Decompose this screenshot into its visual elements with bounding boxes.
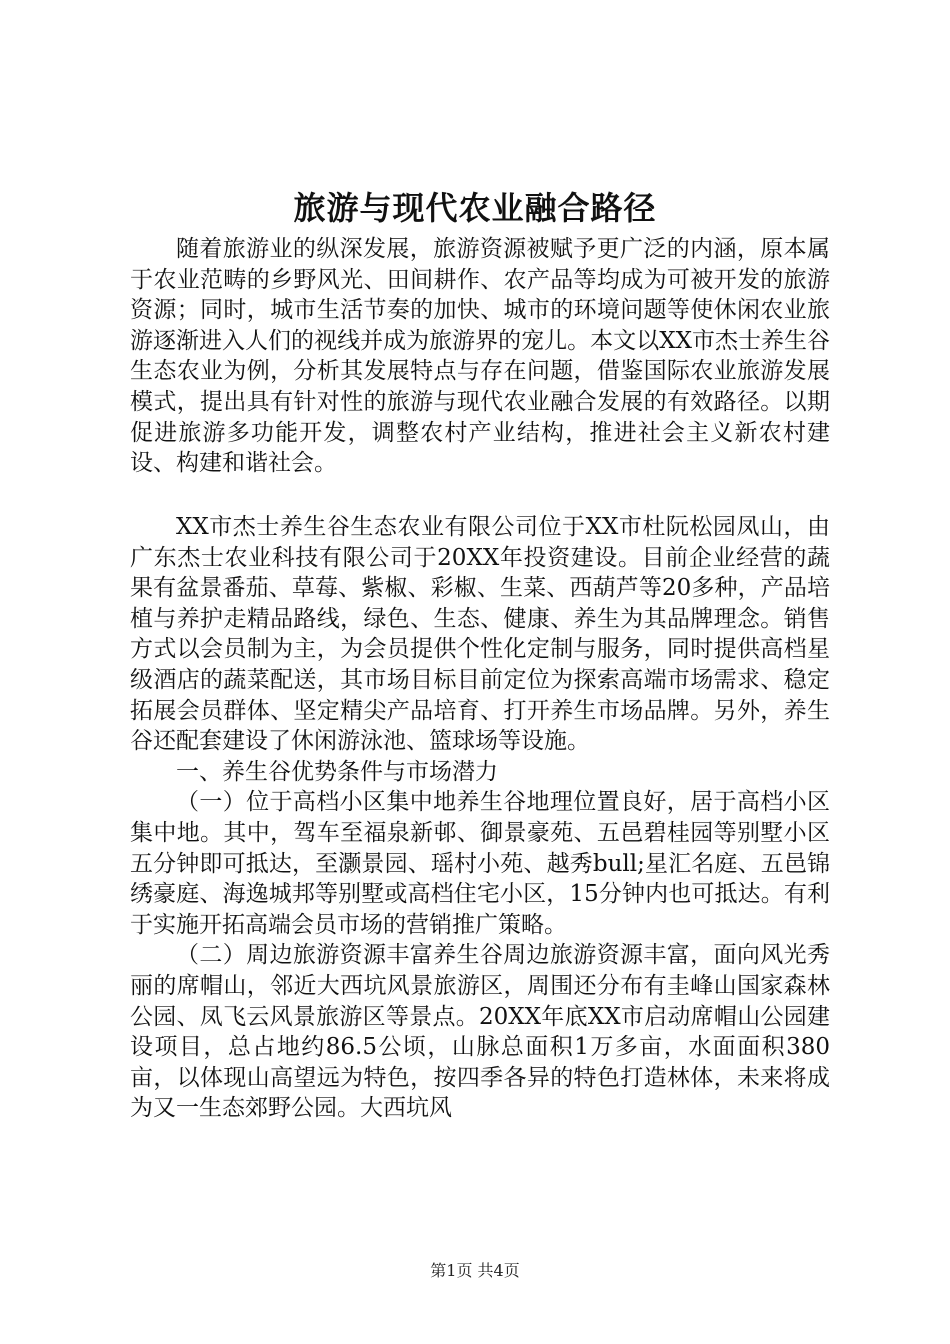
paragraph-company: XX市杰士养生谷生态农业有限公司位于XX市杜阮松园凤山，由广东杰士农业科技有限公司于20XX年投资建设。目前企业经营的蔬果有盆景番茄、草莓、紫椒、彩椒、生菜、西葫芦等20多种，产品培植与养护走精品路线，绿色、生态、健康、养生为其品牌理念。销售方式以会员制为主，为会员提供个性化定制与服务，同时提供高档星级酒店的蔬菜配送，其市场目标目前定位为探索高端市场需求、稳定拓展会员群体、坚定精尖产品培育、打开养生市场品牌。另外，养生谷还配套建设了休闲游泳池、篮球场等设施。 bbox=[130, 514, 830, 755]
paragraph-resources: （二）周边旅游资源丰富养生谷周边旅游资源丰富，面向风光秀丽的席帽山，邻近大西坑风景旅游区，周围还分布有圭峰山国家森林公园、凤飞云风景旅游区等景点。20XX年底XX市启动席帽山公园建设项目，总占地约86.5公顷，山脉总面积1万多亩，水面面积380亩，以体现山高望远为特色，按四季各异的特色打造林体，未来将成为又一生态郊野公园。大西坑风 bbox=[130, 942, 830, 1122]
section-heading: 一、养生谷优势条件与市场潜力 bbox=[176, 758, 498, 785]
paragraph-intro: 随着旅游业的纵深发展，旅游资源被赋予更广泛的内涵，原本属于农业范畴的乡野风光、田间耕作、农产品等均成为可被开发的旅游资源；同时，城市生活节奏的加快、城市的环境问题等使休闲农业旅游逐渐进入人们的视线并成为旅游界的宠儿。本文以XX市杰士养生谷生态农业为例，分析其发展特点与存在问题，借鉴国际农业旅游发展模式，提出具有针对性的旅游与现代农业融合发展的有效路径。以期促进旅游多功能开发，调整农村产业结构，推进社会主义新农村建设、构建和谐社会。 bbox=[130, 236, 830, 477]
document-title: 旅游与现代农业融合路径 bbox=[293, 189, 657, 227]
main-body-block bbox=[130, 512, 830, 1124]
paragraph-location: （一）位于高档小区集中地养生谷地理位置良好，居于高档小区集中地。其中，驾车至福泉新邨、御景豪苑、五邑碧桂园等别墅小区五分钟即可抵达，至灏景园、瑶村小苑、越秀bull;星汇名庭、五邑锦绣豪庭、海逸城邦等别墅或高档住宅小区，15分钟内也可抵达。有利于实施开拓高端会员市场的营销推广策略。 bbox=[130, 789, 830, 938]
intro-block bbox=[130, 234, 830, 479]
page-footer: 第1页 共4页 bbox=[430, 1261, 520, 1280]
